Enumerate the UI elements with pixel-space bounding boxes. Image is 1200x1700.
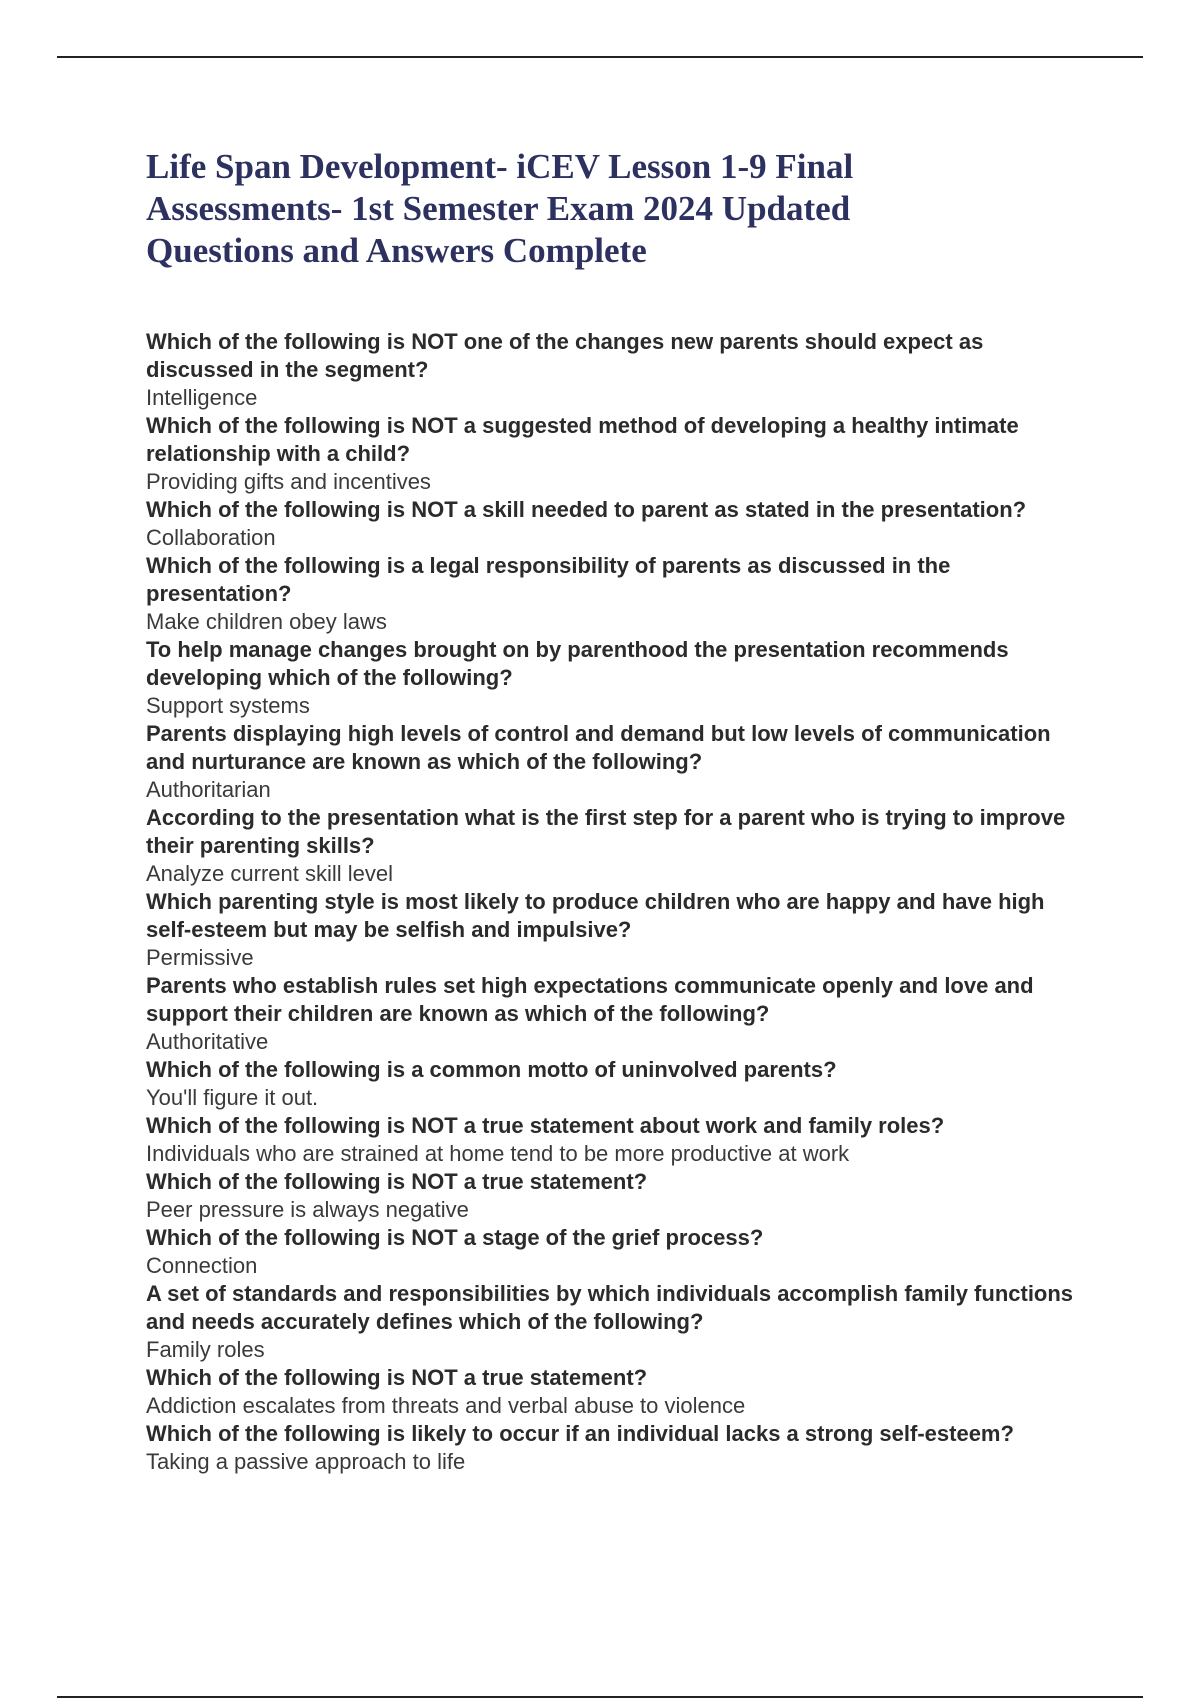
answer-text: Individuals who are strained at home tend to be more productive at work: [146, 1141, 850, 1166]
answer-text: Taking a passive approach to life: [146, 1449, 466, 1474]
qa-item: [146, 1420, 1076, 1476]
qa-item: [146, 1056, 1076, 1112]
qa-item: [146, 972, 1076, 1056]
qa-item: [146, 552, 1076, 636]
answer-text: Permissive: [146, 945, 254, 970]
qa-item: [146, 888, 1076, 972]
qa-item: [146, 636, 1076, 720]
question-text: Which of the following is likely to occur if an individual lacks a strong self-esteem?: [146, 1421, 1014, 1446]
answer-text: Addiction escalates from threats and verbal abuse to violence: [146, 1393, 746, 1418]
qa-item: [146, 1224, 1076, 1280]
answer-text: Connection: [146, 1253, 258, 1278]
answer-text: Analyze current skill level: [146, 861, 393, 886]
qa-item: [146, 496, 1076, 552]
question-text: Which of the following is NOT one of the changes new parents should expect as discussed in the segment?: [146, 329, 984, 382]
answer-text: Collaboration: [146, 525, 276, 550]
qa-item: [146, 1280, 1076, 1364]
question-text: Which of the following is NOT a true statement about work and family roles?: [146, 1113, 945, 1138]
qa-item: [146, 1364, 1076, 1420]
qa-item: [146, 1112, 1076, 1168]
answer-text: Peer pressure is always negative: [146, 1197, 469, 1222]
answer-text: Authoritarian: [146, 777, 271, 802]
question-text: Which of the following is NOT a suggested method of developing a healthy intimate relationship with a child?: [146, 413, 1019, 466]
question-text: Which of the following is a common motto of uninvolved parents?: [146, 1057, 837, 1082]
answer-text: Intelligence: [146, 385, 258, 410]
question-text: Which of the following is NOT a true statement?: [146, 1169, 648, 1194]
question-text: Which of the following is NOT a skill needed to parent as stated in the presentation?: [146, 497, 1027, 522]
answer-text: Support systems: [146, 693, 310, 718]
answer-text: You'll figure it out.: [146, 1085, 319, 1110]
question-text: Which of the following is NOT a stage of the grief process?: [146, 1225, 764, 1250]
qa-item: [146, 1168, 1076, 1224]
question-text: Parents displaying high levels of control and demand but low levels of communication and nurturance are known as which of the following?: [146, 721, 1051, 774]
qa-item: [146, 328, 1076, 412]
question-text: Which of the following is a legal responsibility of parents as discussed in the presentation?: [146, 553, 951, 606]
top-rule: [57, 56, 1143, 58]
question-text: Parents who establish rules set high expectations communicate openly and love and support their children are known as which of the following?: [146, 973, 1034, 1026]
answer-text: Make children obey laws: [146, 609, 387, 634]
question-text: According to the presentation what is the first step for a parent who is trying to improve their parenting skills?: [146, 805, 1066, 858]
answer-text: Family roles: [146, 1337, 265, 1362]
question-text: A set of standards and responsibilities by which individuals accomplish family functions and needs accurately defines which of the following?: [146, 1281, 1074, 1334]
question-text: Which parenting style is most likely to produce children who are happy and have high self-esteem but may be selfish and impulsive?: [146, 889, 1045, 942]
answer-text: Providing gifts and incentives: [146, 469, 431, 494]
qa-item: [146, 412, 1076, 496]
qa-item: [146, 720, 1076, 804]
answer-text: Authoritative: [146, 1029, 269, 1054]
document-body: [146, 146, 1076, 1476]
qa-item: [146, 804, 1076, 888]
qa-list: [146, 328, 1076, 1476]
question-text: Which of the following is NOT a true statement?: [146, 1365, 648, 1390]
bottom-rule: [57, 1696, 1143, 1698]
document-title: Life Span Development- iCEV Lesson 1-9 Final Assessments- 1st Semester Exam 2024 Updated Questions and Answers Complete: [146, 147, 854, 270]
question-text: To help manage changes brought on by parenthood the presentation recommends developing which of the following?: [146, 637, 1009, 690]
